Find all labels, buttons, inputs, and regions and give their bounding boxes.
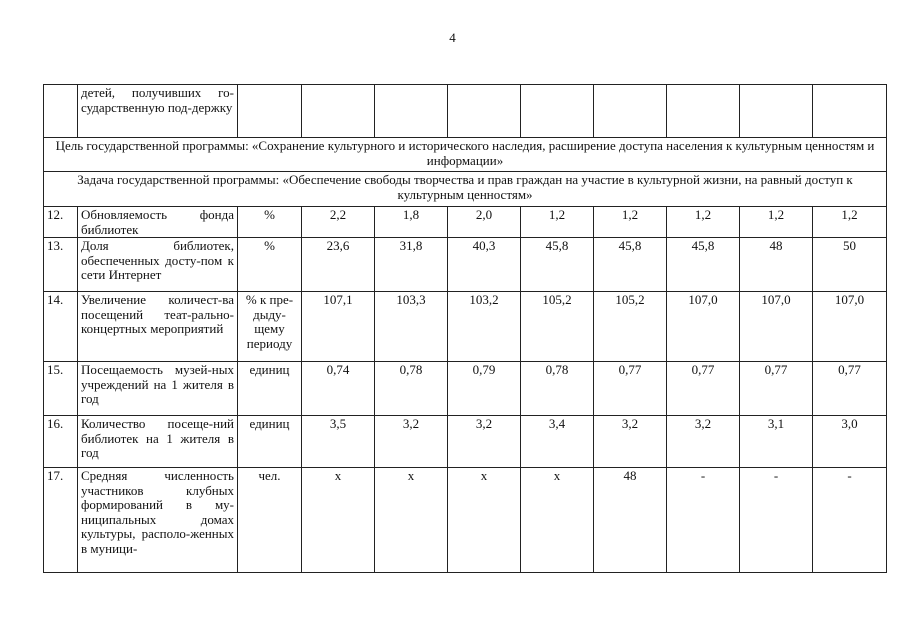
value-cell: 50 [813,238,887,292]
value-cell: х [521,468,594,573]
value-cell: 3,5 [302,416,375,468]
value-cell [667,85,740,138]
value-cell: 103,3 [375,292,448,362]
value-cell [375,85,448,138]
indicator-name-cell: Увеличение количест-ва посещений теат-рально-концертных мероприятий [78,292,238,362]
indicators-table [43,84,887,573]
unit-cell: единиц [238,362,302,416]
table-row [44,416,887,468]
value-cell [302,85,375,138]
value-cell: 45,8 [521,238,594,292]
value-cell: 0,74 [302,362,375,416]
value-cell: 1,2 [667,207,740,238]
program-goal-text: Цель государственной программы: «Сохранение культурного и исторического наследия, расширение доступа населения к культурным ценностям и информации» [44,138,887,172]
value-cell: 0,77 [667,362,740,416]
row-number-cell: 17. [44,468,78,573]
value-cell [448,85,521,138]
value-cell: 107,0 [813,292,887,362]
value-cell: - [813,468,887,573]
value-cell: 1,8 [375,207,448,238]
value-cell: 107,1 [302,292,375,362]
program-task-text: Задача государственной программы: «Обеспечение свободы творчества и прав граждан на участие в культурной жизни, на равный доступ к культурным ценностям» [44,172,887,207]
value-cell: 1,2 [521,207,594,238]
value-cell: 105,2 [521,292,594,362]
value-cell: 3,4 [521,416,594,468]
table-row [44,207,887,238]
value-cell: х [302,468,375,573]
value-cell: 3,1 [740,416,813,468]
value-cell: 0,78 [521,362,594,416]
table-row [44,292,887,362]
value-cell: 1,2 [594,207,667,238]
page-number: 4 [449,30,456,45]
value-cell [813,85,887,138]
value-cell: 1,2 [740,207,813,238]
value-cell: 2,2 [302,207,375,238]
value-cell [594,85,667,138]
value-cell [521,85,594,138]
value-cell: х [448,468,521,573]
value-cell: 107,0 [740,292,813,362]
value-cell: 0,78 [375,362,448,416]
value-cell: 1,2 [813,207,887,238]
unit-cell: единиц [238,416,302,468]
table-row [44,362,887,416]
task-row [44,172,887,207]
indicator-name-cell: Средняя численность участников клубных формирований в му-ниципальных домах культуры, располо-женных в муници- [78,468,238,573]
value-cell: 2,0 [448,207,521,238]
table-row [44,468,887,573]
value-cell: 0,79 [448,362,521,416]
value-cell: 0,77 [594,362,667,416]
table-row [44,238,887,292]
table-row-continuation [44,85,887,138]
indicator-name-cell: Количество посеще-ний библиотек на 1 жителя в год [78,416,238,468]
value-cell: 0,77 [740,362,813,416]
value-cell: 3,2 [448,416,521,468]
value-cell: 40,3 [448,238,521,292]
value-cell: 105,2 [594,292,667,362]
value-cell: 0,77 [813,362,887,416]
row-number-cell: 13. [44,238,78,292]
value-cell: - [740,468,813,573]
value-cell: 103,2 [448,292,521,362]
value-cell: 48 [740,238,813,292]
value-cell: 45,8 [667,238,740,292]
value-cell: х [375,468,448,573]
value-cell: 45,8 [594,238,667,292]
value-cell: 31,8 [375,238,448,292]
row-number-cell: 16. [44,416,78,468]
row-number-cell: 14. [44,292,78,362]
value-cell: 3,2 [594,416,667,468]
indicator-name-cell: Обновляемость фонда библиотек [78,207,238,238]
unit-cell [238,85,302,138]
value-cell: 23,6 [302,238,375,292]
value-cell: - [667,468,740,573]
row-number-cell [44,85,78,138]
value-cell: 3,0 [813,416,887,468]
value-cell: 3,2 [375,416,448,468]
unit-cell: чел. [238,468,302,573]
unit-cell: % [238,238,302,292]
goal-row [44,138,887,172]
indicator-name-cell: Посещаемость музей-ных учреждений на 1 жителя в год [78,362,238,416]
unit-cell: % [238,207,302,238]
indicator-name-cell: детей, получивших го-сударственную под-держку [78,85,238,138]
unit-cell: % к пре-дыду-щему периоду [238,292,302,362]
value-cell: 107,0 [667,292,740,362]
row-number-cell: 12. [44,207,78,238]
row-number-cell: 15. [44,362,78,416]
value-cell: 48 [594,468,667,573]
indicator-name-cell: Доля библиотек, обеспеченных досту-пом к сети Интернет [78,238,238,292]
value-cell [740,85,813,138]
value-cell: 3,2 [667,416,740,468]
